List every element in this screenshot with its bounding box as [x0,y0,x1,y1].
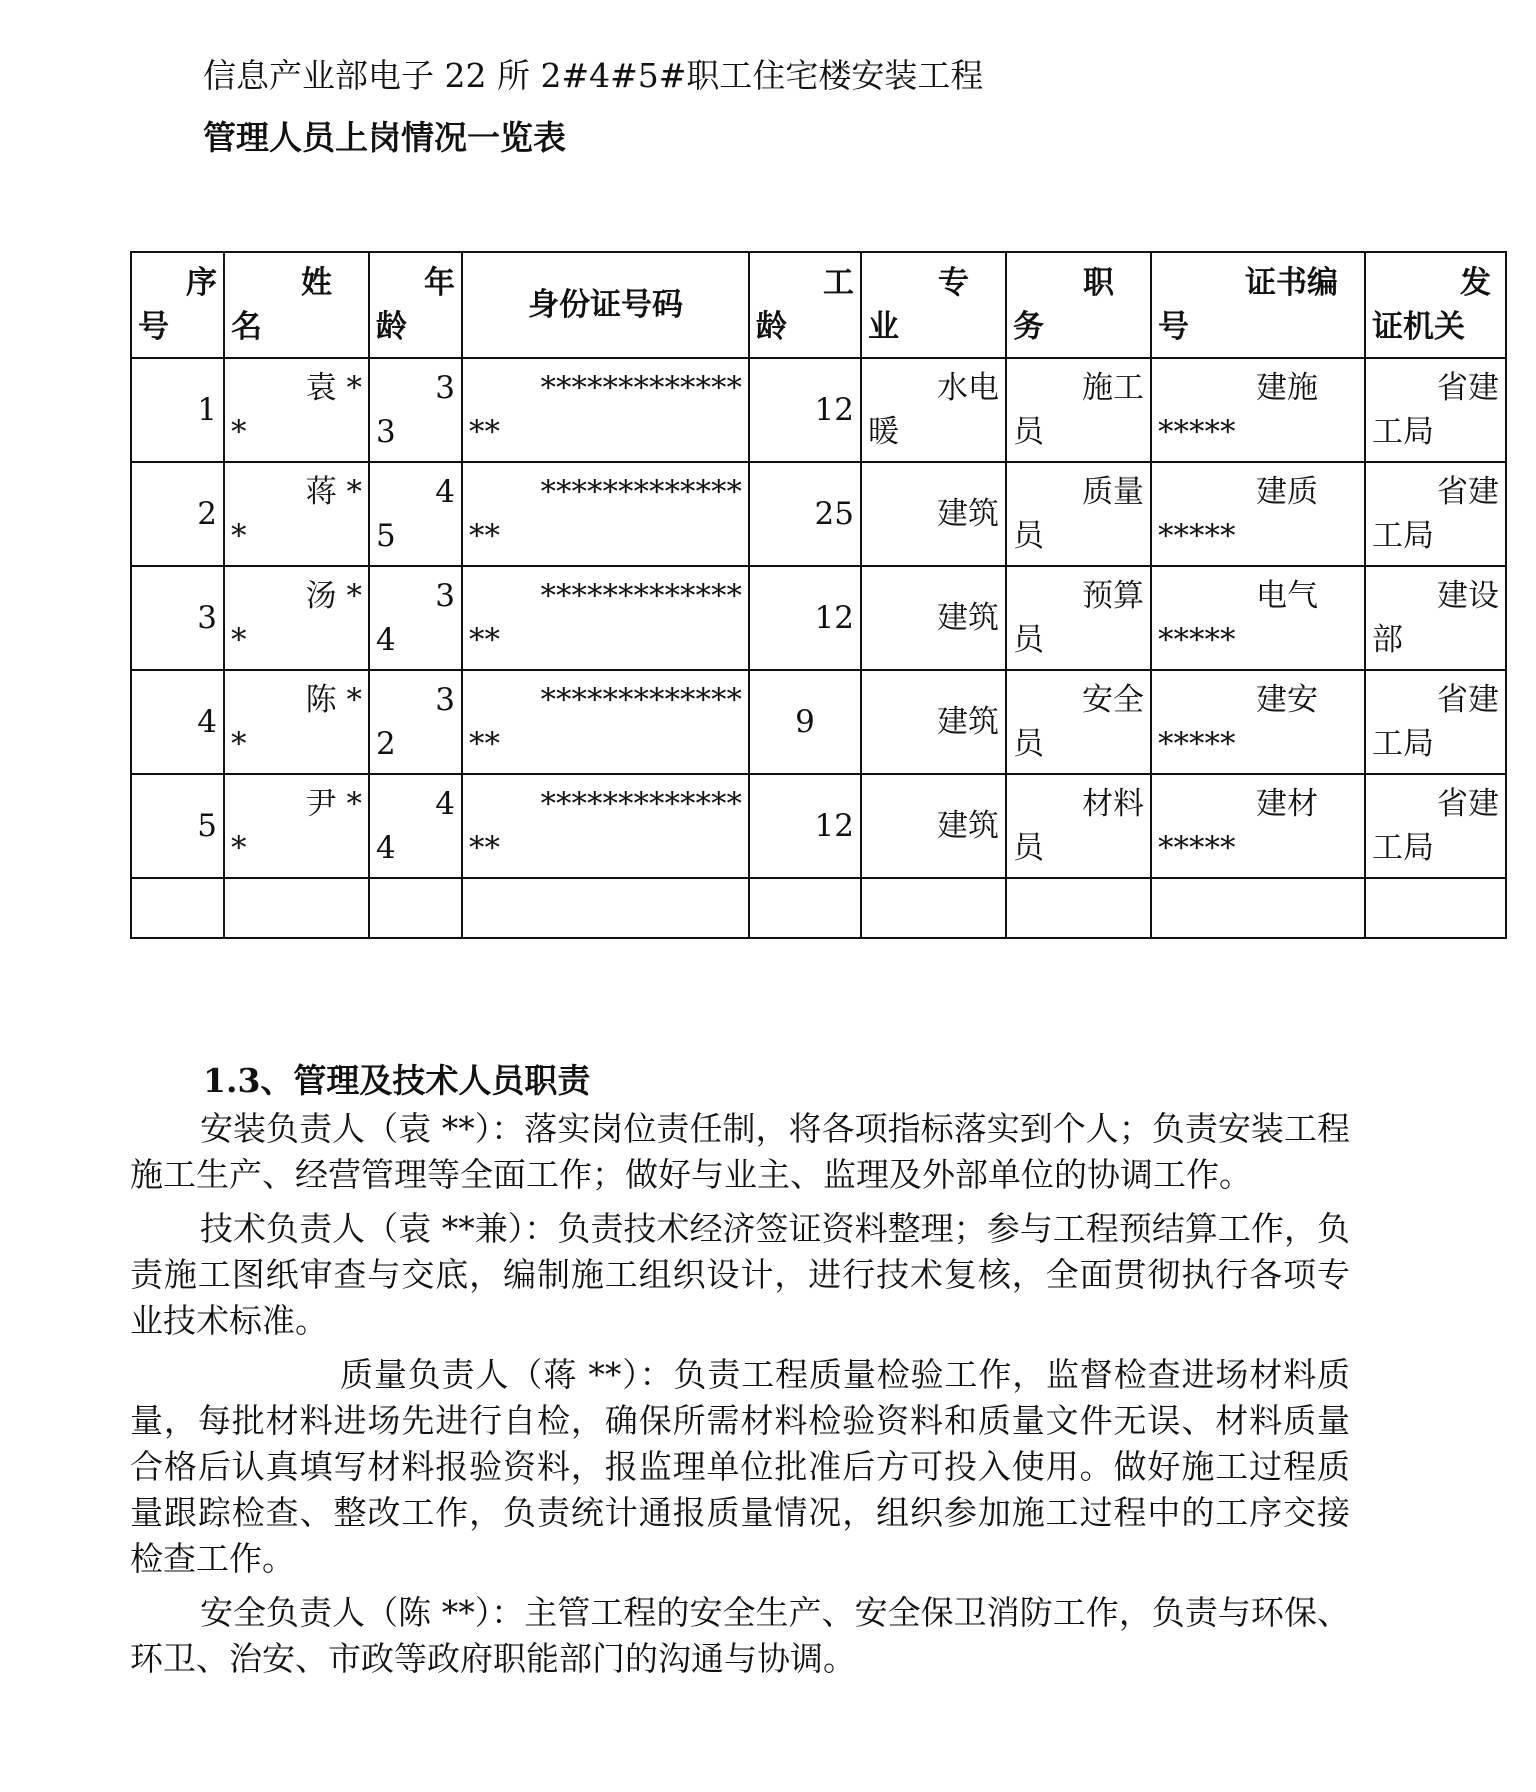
cell-cert-no: 建质 ***** [1151,462,1365,566]
header-name: 姓 名 [224,252,369,358]
cell-seq: 5 [131,774,224,878]
header-id-number: 身份证号码 [462,252,749,358]
empty-cell [861,878,1006,938]
cell-seq: 4 [131,670,224,774]
cell-seq: 2 [131,462,224,566]
cell-name: 陈 * * [224,670,369,774]
table-row [131,670,1506,774]
empty-cell [131,878,224,938]
cell-id-number: ************* ** [462,462,749,566]
table-title: 管理人员上岗情况一览表 [203,118,566,157]
cell-id-number: ************* ** [462,358,749,462]
cell-age: 3 4 [369,566,462,670]
duty-paragraph-safety: 安全负责人（陈 **）：主管工程的安全生产、安全保卫消防工作，负责与环保、环卫、治安、市政等政府职能部门的沟通与协调。 [130,1593,1350,1678]
cell-duty: 质量 员 [1006,462,1151,566]
table-row [131,358,1506,462]
cell-issuer: 省建 工局 [1365,670,1506,774]
empty-cell [1151,878,1365,938]
cell-issuer: 省建 工局 [1365,462,1506,566]
cell-duty: 预算 员 [1006,566,1151,670]
cell-name: 尹 * * [224,774,369,878]
cell-duty: 安全 员 [1006,670,1151,774]
cell-cert-no: 电气 ***** [1151,566,1365,670]
cell-major: 建筑 [861,670,1006,774]
cell-duty: 材料 员 [1006,774,1151,878]
table-row [131,774,1506,878]
table-row-empty [131,878,1506,938]
duty-paragraph-installation: 安装负责人（袁 **）：落实岗位责任制，将各项指标落实到个人；负责安装工程施工生产、经营管理等全面工作；做好与业主、监理及外部单位的协调工作。 [130,1109,1350,1194]
cell-work-years: 12 [749,358,861,462]
empty-cell [462,878,749,938]
cell-id-number: ************* ** [462,670,749,774]
cell-work-years: 25 [749,462,861,566]
table-row [131,566,1506,670]
cell-cert-no: 建安 ***** [1151,670,1365,774]
empty-cell [1365,878,1506,938]
cell-cert-no: 建材 ***** [1151,774,1365,878]
header-seq: 序 号 [131,252,224,358]
cell-cert-no: 建施 ***** [1151,358,1365,462]
header-work-years: 工 龄 [749,252,861,358]
header-age: 年 龄 [369,252,462,358]
cell-work-years: 9 [749,670,861,774]
staff-table [130,251,1507,939]
cell-major: 水电 暖 [861,358,1006,462]
cell-major: 建筑 [861,566,1006,670]
cell-issuer: 省建 工局 [1365,774,1506,878]
empty-cell [1006,878,1151,938]
project-title: 信息产业部电子 22 所 2#4#5#职工住宅楼安装工程 [203,56,984,95]
cell-duty: 施工 员 [1006,358,1151,462]
cell-work-years: 12 [749,566,861,670]
duty-paragraph-technical: 技术负责人（袁 **兼）：负责技术经济签证资料整理；参与工程预结算工作，负责施工图纸审查与交底，编制施工组织设计，进行技术复核，全面贯彻执行各项专业技术标准。 [130,1209,1350,1340]
cell-issuer: 建设 部 [1365,566,1506,670]
section-heading: 1.3、管理及技术人员职责 [203,1061,591,1100]
duty-paragraph-quality: 质量负责人（蒋 **）：负责工程质量检验工作，监督检查进场材料质量，每批材料进场先进行自检，确保所需材料检验资料和质量文件无误、材料质量合格后认真填写材料报验资料，报监理单位批准后方可投入使用。做好施工过程质量跟踪检查、整改工作，负责统计通报质量情况，组织参加施工过程中的工序交接检查工作。 [130,1355,1350,1578]
cell-name: 袁 * * [224,358,369,462]
header-cert-no: 证书编 号 [1151,252,1365,358]
table-header-row [131,252,1506,358]
empty-cell [224,878,369,938]
cell-seq: 1 [131,358,224,462]
cell-age: 4 4 [369,774,462,878]
empty-cell [749,878,861,938]
header-issuer: 发 证机关 [1365,252,1506,358]
cell-age: 4 5 [369,462,462,566]
cell-age: 3 3 [369,358,462,462]
cell-age: 3 2 [369,670,462,774]
cell-id-number: ************* ** [462,566,749,670]
cell-major: 建筑 [861,462,1006,566]
header-duty: 职 务 [1006,252,1151,358]
cell-issuer: 省建 工局 [1365,358,1506,462]
cell-id-number: ************* ** [462,774,749,878]
duties-body [130,1106,1350,1690]
header-major: 专 业 [861,252,1006,358]
cell-name: 汤 * * [224,566,369,670]
cell-major: 建筑 [861,774,1006,878]
empty-cell [369,878,462,938]
cell-seq: 3 [131,566,224,670]
table-row [131,462,1506,566]
cell-work-years: 12 [749,774,861,878]
cell-name: 蒋 * * [224,462,369,566]
